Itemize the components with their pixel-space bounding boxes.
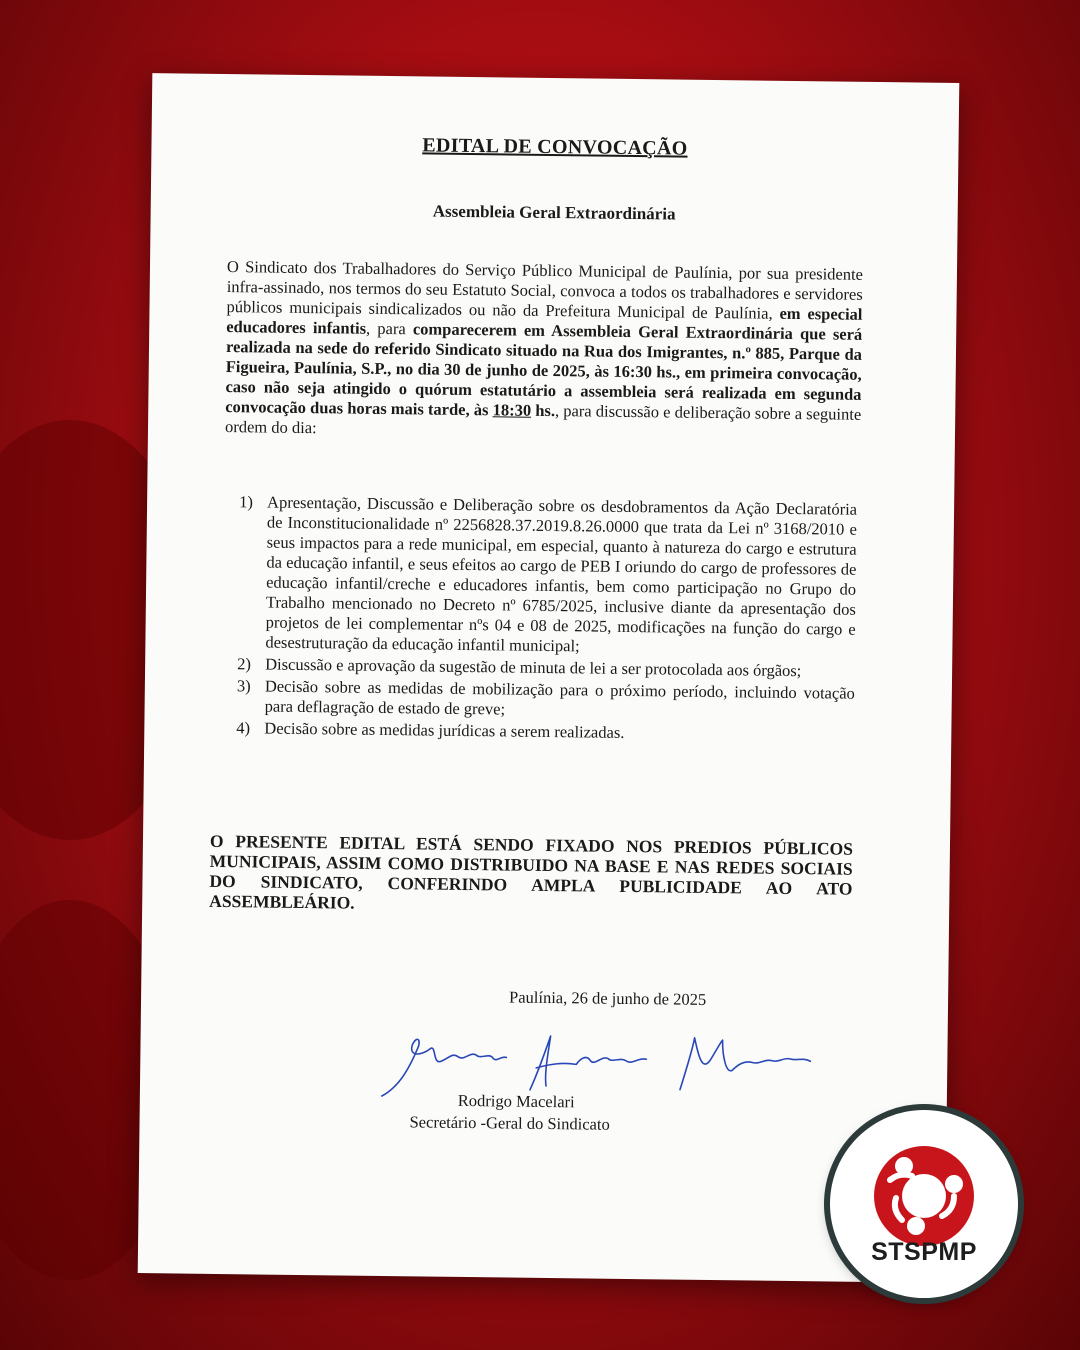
agenda-item-text: Discussão e aprovação da sugestão de minuta de lei a ser protocolada aos órgãos; [265, 654, 802, 681]
paragraph-bold-text: em especial educadores infantis [226, 303, 863, 338]
agenda-item-text: Apresentação, Discussão e Deliberação sobre os desdobramentos da Ação Declaratória de Inconstitucionalidade nº 2256828.37.2019.8.26.0000 que trata da Lei nº 3168/2010 e seus impactos para a rede municipal, em especial, quanto à natureza do cargo e estrutura da educação infantil, e seus efeitos ao cargo de PEB I oriundo do cargo de professores de educação infantil/creche e educadores infantis, bem como participação no Grupo do Trabalho mencionado no Decreto nº 6785/2025, inclusive diante da apresentação dos projetos de lei complementar nºs 04 e 08 de 2025, modificações na função do cargo e desestruturação da educação infantil municipal; [265, 492, 858, 656]
publicity-notice: O PRESENTE EDITAL ESTÁ SENDO FIXADO NOS PREDIOS PÚBLICOS MUNICIPAIS, ASSIM COMO DISTRIBUIDO NA BASE E NAS REDES SOCIAIS DO SINDICATO, CONFERINDO AMPLA PUBLICIDADE AO ATO ASSEMBLEÁRIO. [209, 830, 854, 913]
agenda-item [237, 492, 857, 660]
union-people-circle-icon [830, 1110, 1018, 1298]
paragraph-text: , para [365, 318, 414, 339]
place-date: Paulínia, 26 de junho de 2025 [508, 987, 707, 1009]
paragraph-text: O Sindicato dos Trabalhadores do Serviço Público Municipal de Paulínia, por sua presidente infra-assinado, nos termos do seu Estatuto Social, convoca a todos os trabalhadores e servidores públicos municipais sindicalizados ou não da Prefeitura Municipal de Paulínia, [226, 257, 864, 323]
signer-role: Secretário -Geral do Sindicato [409, 1112, 610, 1134]
agenda-item-number: 1) [239, 492, 253, 512]
agenda-item [237, 676, 855, 724]
paragraph-bold-text: comparecerem em Assembleia Geral Extraordinária que será realizada na sede do referido Sindicato situado na Rua dos Imigrantes, n.º 885, Parque da Figueira, Paulínia, S.P., no dia 30 de junho de 2025, às 16:30 hs., em primeira convocação, caso não seja atingido o quórum estatutário a assembleia será realizada em segunda convocação duas horas mais tarde, às [225, 319, 863, 420]
paragraph-text: , para discussão e deliberação sobre a seguinte ordem do dia: [224, 401, 862, 438]
second-call-time: 18:30 [492, 400, 532, 420]
handwritten-signature [380, 1026, 841, 1112]
document-title: EDITAL DE CONVOCAÇÃO [422, 134, 688, 160]
union-logo [830, 1110, 1018, 1298]
agenda-list [236, 492, 857, 748]
document-paper [138, 73, 960, 1283]
logo-text: STSPMP [871, 1238, 977, 1266]
signer-name: Rodrigo Macelari [457, 1090, 575, 1112]
agenda-item-number: 3) [236, 676, 251, 696]
convocation-paragraph [225, 257, 863, 445]
document-subtitle: Assembleia Geral Extraordinária [432, 201, 676, 224]
agenda-item-text: Decisão sobre as medidas de mobilização para o próximo período, incluindo votação para deflagração de estado de greve; [264, 676, 855, 719]
agenda-item-text: Decisão sobre as medidas jurídicas a serem realizadas. [264, 718, 625, 742]
agenda-item-number: 2) [237, 654, 252, 674]
paragraph-bold-text: hs. [531, 400, 556, 421]
agenda-item-number: 4) [236, 718, 251, 738]
